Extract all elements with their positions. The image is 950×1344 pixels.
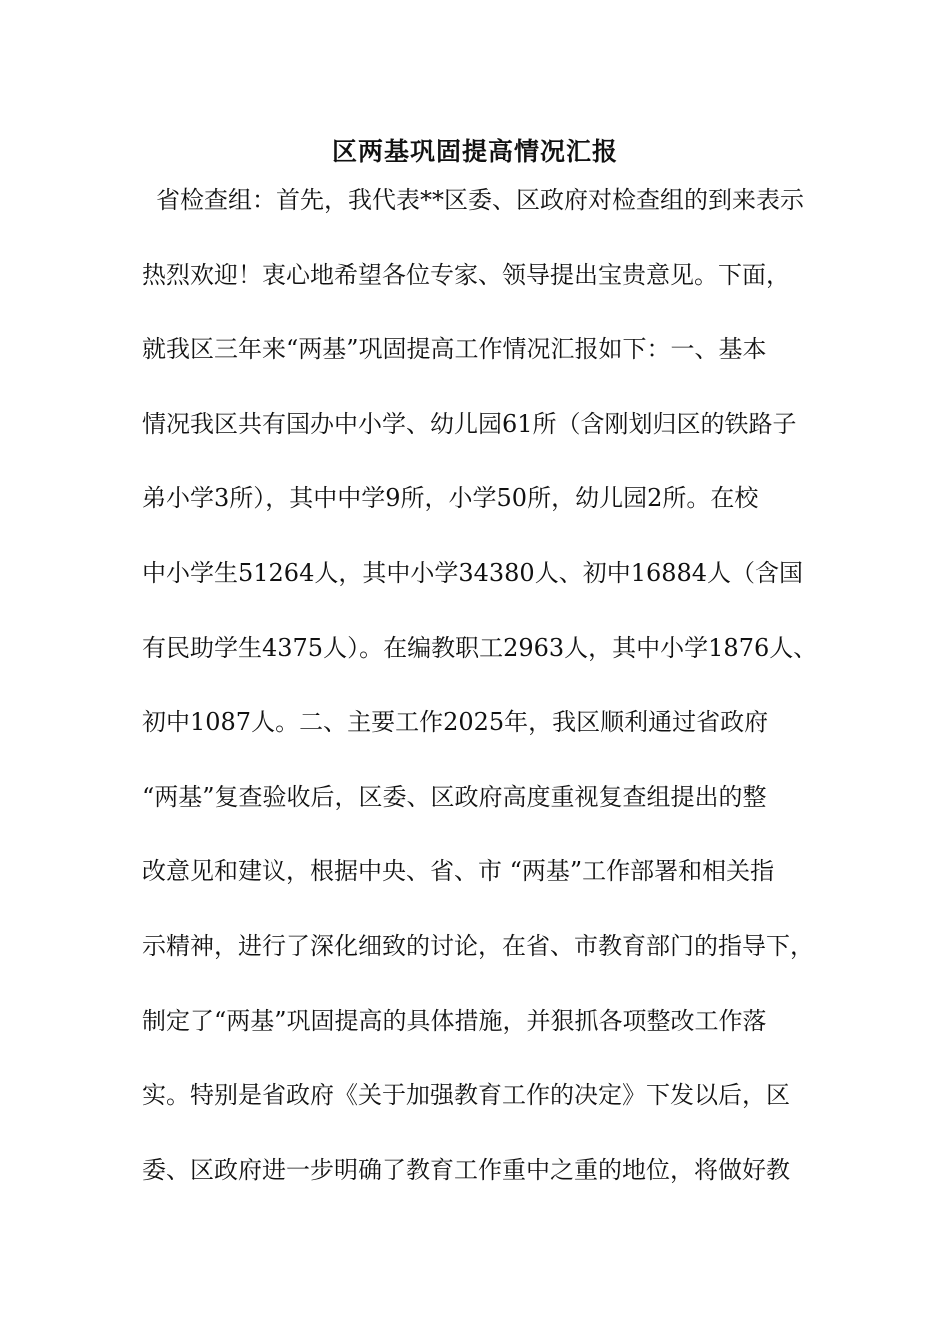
body-line: 实。特别是省政府《关于加强教育工作的决定》下发以后，区: [142, 1081, 790, 1110]
document-body: [142, 182, 842, 1226]
body-line: 省检查组：首先，我代表**区委、区政府对检查组的到来表示: [156, 186, 804, 214]
body-line: 热烈欢迎！衷心地希望各位专家、领导提出宝贵意见。下面，: [142, 260, 790, 289]
body-line: 有民助学生4375人）。在编教职工2963人，其中小学1876人、: [142, 633, 818, 662]
body-line: “两基”复查验收后，区委、区政府高度重视复查组提出的整: [142, 782, 767, 811]
body-line: 初中1087人。二、主要工作2025年，我区顺利通过省政府: [142, 708, 769, 737]
body-line: 制定了“两基”巩固提高的具体措施，并狠抓各项整改工作落: [142, 1006, 767, 1035]
body-line: 委、区政府进一步明确了教育工作重中之重的地位，将做好教: [142, 1155, 790, 1184]
body-line: 弟小学3所），其中中学9所，小学50所，幼儿园2所。在校: [142, 484, 759, 513]
document-title: 区两基巩固提高情况汇报: [331, 137, 618, 166]
body-line: 中小学生51264人，其中小学34380人、初中16884人（含国: [142, 558, 804, 587]
body-line: 情况我区共有国办中小学、幼儿园61所（含刚划归区的铁路子: [142, 409, 797, 438]
body-line: 示精神，进行了深化细致的讨论，在省、市教育部门的指导下，: [142, 931, 814, 960]
body-line: 就我区三年来“两基”巩固提高工作情况汇报如下：一、基本: [142, 335, 767, 364]
body-line: 改意见和建议，根据中央、省、市 “两基”工作部署和相关指: [142, 857, 775, 886]
